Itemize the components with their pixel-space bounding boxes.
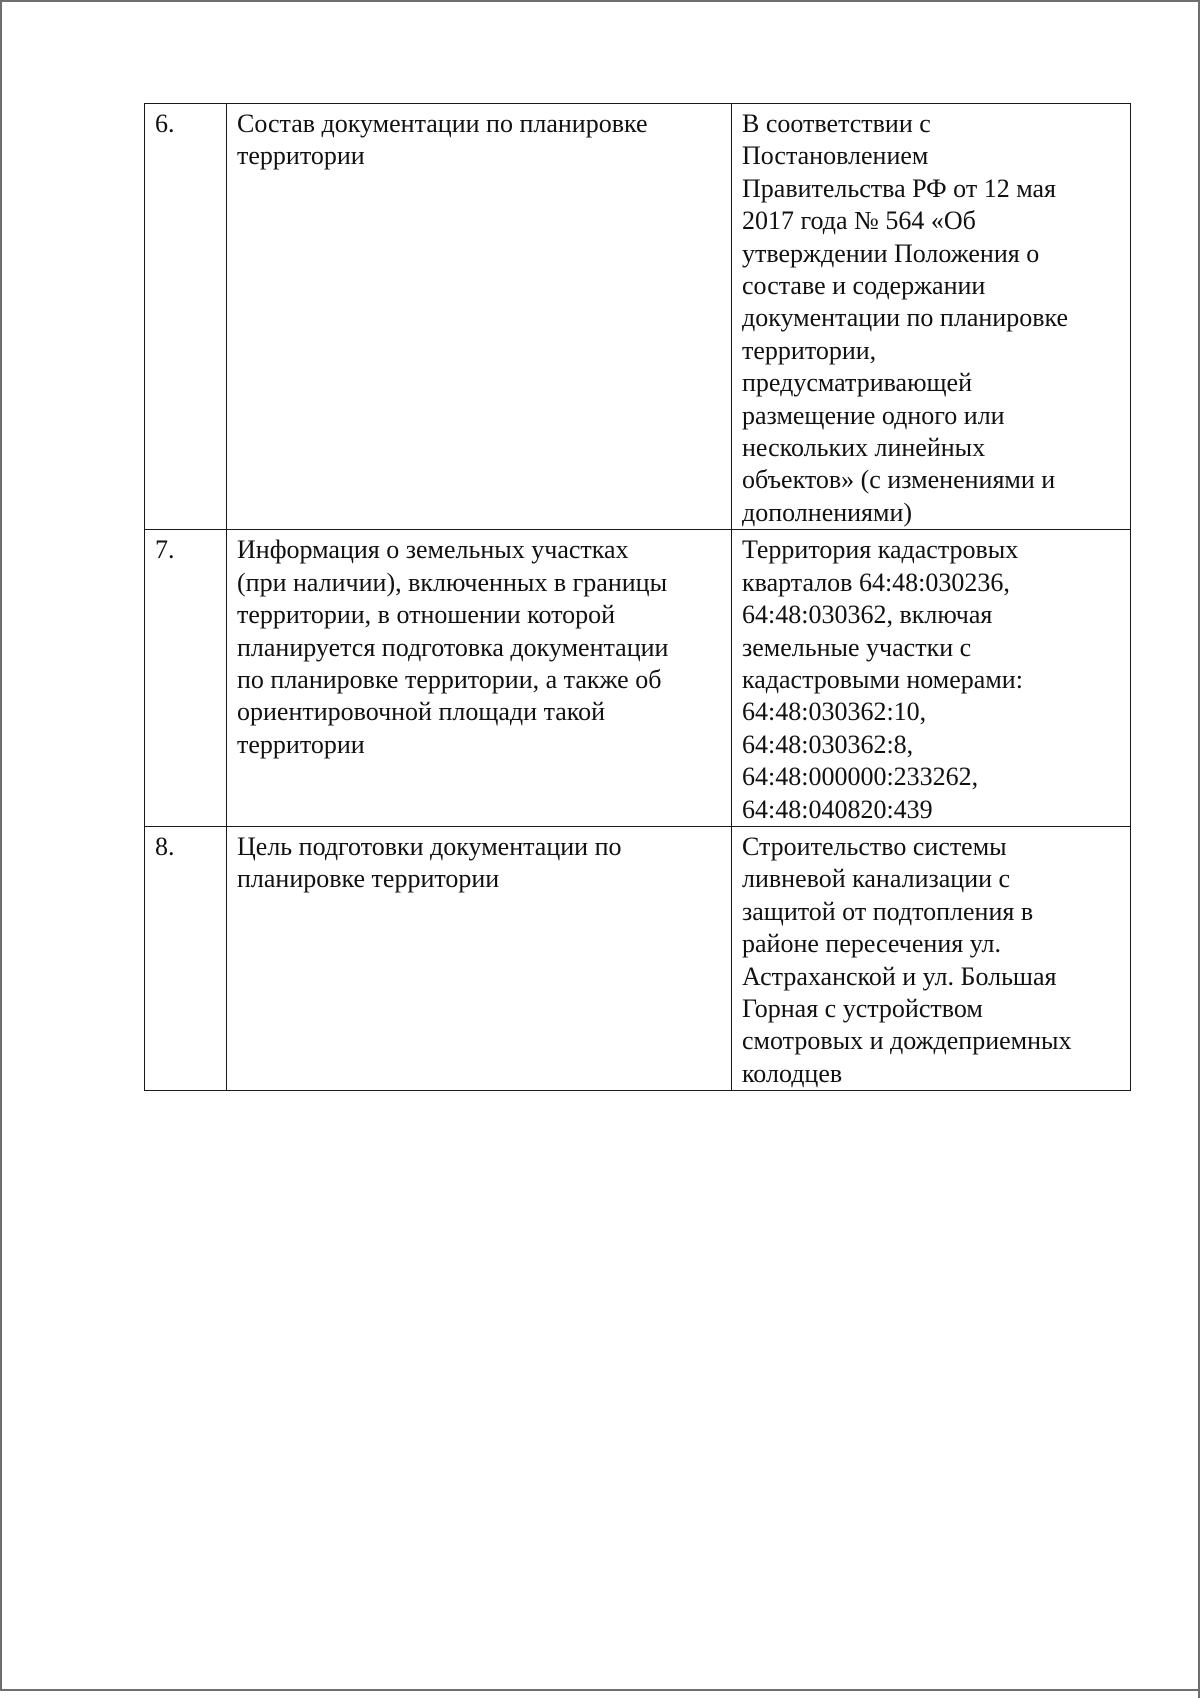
documentation-table bbox=[144, 103, 1131, 1091]
row-name: Цель подготовки документации по планировке территории bbox=[237, 831, 622, 894]
table-row bbox=[145, 826, 1131, 1090]
scan-border-top bbox=[0, 0, 1200, 2]
table-row bbox=[145, 104, 1131, 530]
scan-border-left bbox=[0, 0, 2, 1690]
scan-border-bottom bbox=[0, 1689, 1200, 1691]
row-value: Строительство системы ливневой канализации с защитой от подтопления в районе пересечения ул. Астраханской и ул. Большая Горная с устройством смотровых и дождеприемных колодцев bbox=[742, 831, 1072, 1088]
row-number: 8. bbox=[155, 831, 175, 861]
row-value-cell bbox=[732, 104, 1131, 530]
row-number-cell bbox=[145, 530, 227, 827]
row-number-cell bbox=[145, 104, 227, 530]
row-number-cell bbox=[145, 826, 227, 1090]
row-name-cell bbox=[227, 826, 732, 1090]
row-name: Информация о земельных участках (при наличии), включенных в границы территории, в отношении которой планируется подготовка документации по планировке территории, а также об ориентировочной площади такой территории bbox=[237, 535, 669, 759]
row-value-cell bbox=[732, 530, 1131, 827]
row-name-cell bbox=[227, 530, 732, 827]
row-value: В соответствии с Постановлением Правительства РФ от 12 мая 2017 года № 564 «Об утверждении Положения о составе и содержании документации по планировке территории, предусматривающей размещение одного или нескольких линейных объектов» (с изменениями и дополнениями) bbox=[742, 109, 1068, 527]
table-row bbox=[145, 530, 1131, 827]
row-value-cell bbox=[732, 826, 1131, 1090]
row-number: 6. bbox=[155, 109, 175, 138]
row-name: Состав документации по планировке территории bbox=[237, 109, 648, 171]
row-name-cell bbox=[227, 104, 732, 530]
row-number: 7. bbox=[155, 535, 175, 565]
row-value: Территория кадастровых кварталов 64:48:030236, 64:48:030362, включая земельные участки с кадастровыми номерами: 64:48:030362:10, 64:48:030362:8, 64:48:000000:233262, 64:48:040820:439 bbox=[742, 535, 1023, 824]
